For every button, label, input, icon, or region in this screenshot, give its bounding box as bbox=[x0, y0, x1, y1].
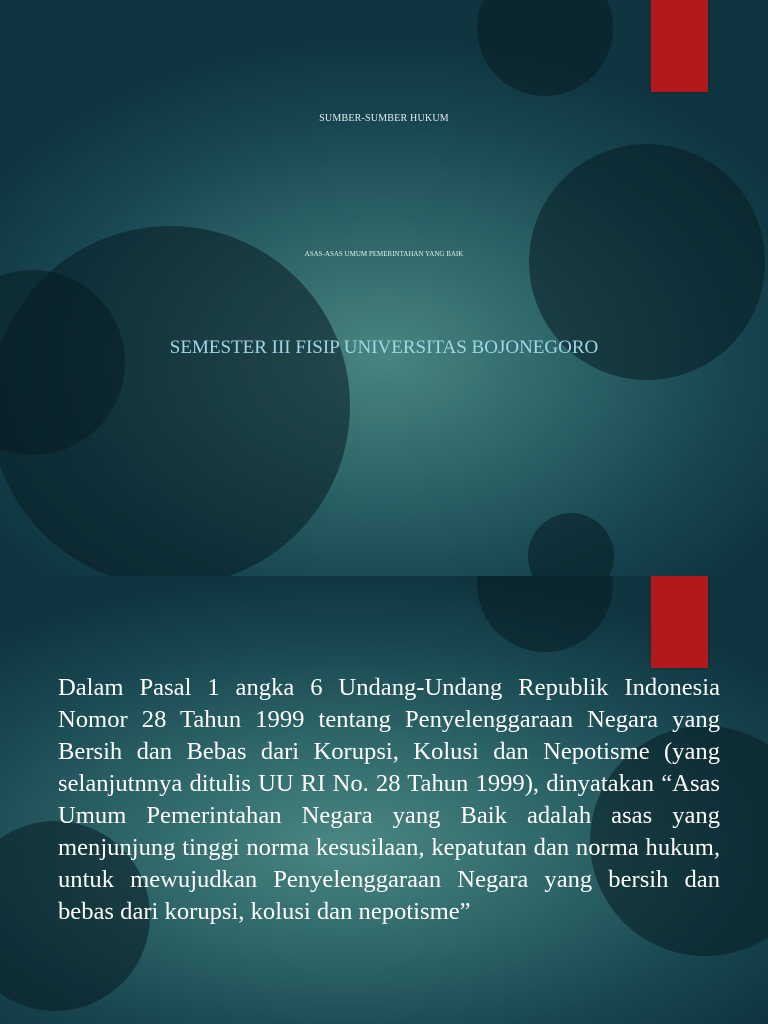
slide-content bbox=[0, 576, 768, 1024]
accent-bar bbox=[651, 0, 708, 92]
slide-title-text: SUMBER-SUMBER HUKUM bbox=[319, 113, 449, 124]
decorative-circle bbox=[477, 0, 613, 96]
accent-bar bbox=[651, 576, 708, 668]
decorative-circle bbox=[528, 513, 614, 576]
slide-subtitle-text: ASAS-ASAS UMUM PEMERINTAHAN YANG BAIK bbox=[304, 250, 464, 258]
decorative-circle bbox=[477, 576, 613, 652]
body-paragraph: Dalam Pasal 1 angka 6 Undang-Undang Republik Indonesia Nomor 28 Tahun 1999 tentang Penyelenggaraan Negara yang Bersih dan Bebas dari Korupsi, Kolusi dan Nepotisme (yang selanjutnnya ditulis UU RI No. 28 Tahun 1999), dinyatakan “Asas Umum Pemerintahan Negara yang Baik adalah asas yang menjunjung tinggi norma kesusilaan, kepatutan dan norma hukum, untuk mewujudkan Penyelenggaraan Negara yang bersih dan bebas dari korupsi, kolusi dan nepotisme” bbox=[58, 674, 720, 925]
slide-caption-text: SEMESTER III FISIP UNIVERSITAS BOJONEGORO bbox=[169, 337, 599, 358]
